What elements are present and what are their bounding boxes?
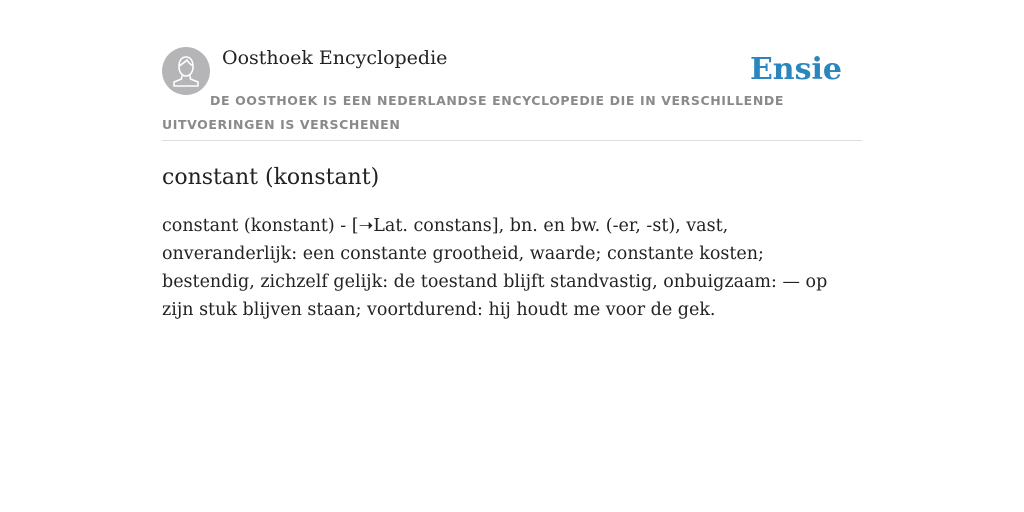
entry-title: constant (konstant) [162, 165, 380, 190]
source-description: DE OOSTHOEK IS EEN NEDERLANDSE ENCYCLOPEDIE DIE IN VERSCHILLENDE UITVOERINGEN IS VERSCHENEN [162, 93, 784, 132]
source-header [162, 46, 862, 141]
source-title[interactable]: Oosthoek Encyclopedie [222, 47, 448, 69]
brand-logo[interactable]: Ensie [749, 52, 842, 87]
article [162, 162, 862, 324]
user-avatar-icon[interactable] [162, 47, 210, 95]
entry-body: constant (konstant) - [➝Lat. constans], bn. en bw. (-er, -st), vast, onveranderlijk: een constante grootheid, waarde; constante kosten; bestendig, zichzelf gelijk: de toestand blijft standvastig, onbuigzaam: — op zijn stuk blijven staan; voortdurend: hij houdt me voor de gek. [162, 216, 828, 320]
